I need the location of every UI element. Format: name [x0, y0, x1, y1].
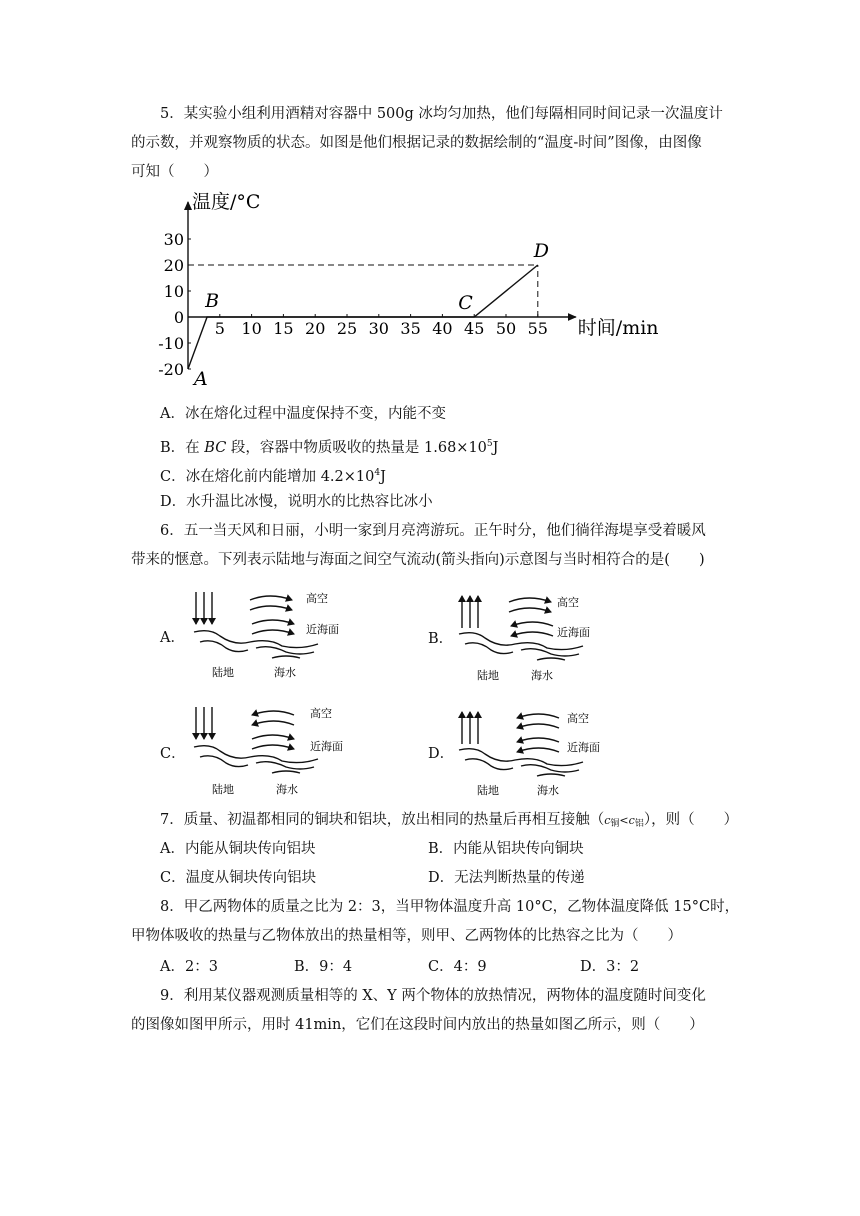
q5-line-3: 可知（ ）	[131, 164, 218, 180]
sea-label: 海水	[537, 784, 559, 797]
q8-option-d: D．3：2	[580, 959, 640, 975]
land-label: 陆地	[212, 783, 234, 796]
q8-option-b: B．9：4	[294, 959, 353, 975]
c-symbol: c	[628, 814, 635, 827]
x-tick-label: 50	[495, 319, 517, 338]
x-axis-label: 时间/min	[577, 317, 659, 339]
x-tick-label: 20	[305, 319, 326, 338]
y-tick-label: -10	[158, 334, 184, 353]
q5-option-b-post: 段，容器中物质吸收的热量是 1.68×10	[226, 440, 487, 456]
x-tick-label: 40	[432, 319, 453, 338]
q5-option-b-unit: J	[492, 440, 499, 456]
q6-option-c-label: C．	[160, 746, 186, 762]
q5-line-1: 5．某实验小组利用酒精对容器中 500g 冰均匀加热，他们每隔相同时间记录一次温度计	[160, 106, 723, 122]
q7-line-1	[160, 810, 738, 834]
q6-diagram-c	[190, 703, 350, 797]
y-tick-label: 20	[163, 256, 184, 275]
q5-option-b-exp: 5	[486, 439, 493, 449]
q5-option-c-unit: J	[380, 469, 386, 485]
x-tick-label: 35	[400, 319, 421, 338]
q5-option-c-pre: C．冰在熔化前内能增加 4.2×10	[160, 469, 375, 485]
q7-option-b: B．内能从铝块传向铜块	[428, 841, 584, 857]
x-tick-label: 55	[527, 319, 548, 338]
q7-line-1-pre: 7．质量、初温都相同的铜块和铝块，放出相同的热量后再相互接触（	[160, 812, 605, 828]
point-label-a: A	[194, 368, 208, 390]
x-tick-label: 15	[273, 319, 294, 338]
q7-line-1-post: ），则（ ）	[643, 812, 739, 828]
q5-option-b-segment: BC	[204, 440, 227, 456]
q6-diagram-d	[455, 706, 615, 798]
x-tick-label: 10	[241, 319, 262, 338]
q8-line-2: 甲物体吸收的热量与乙物体放出的热量相等，则甲、乙两物体的比热容之比为（ ）	[131, 928, 682, 944]
x-tick-label: 45	[464, 319, 485, 338]
x-tick-label: 25	[336, 319, 358, 338]
q7-option-d: D．无法判断热量的传递	[428, 870, 585, 886]
land-label: 陆地	[212, 666, 234, 679]
q8-option-c: C．4：9	[428, 959, 487, 975]
near-sea-label: 近海面	[306, 623, 339, 636]
land-label: 陆地	[477, 784, 499, 797]
point-label-d: D	[533, 240, 550, 262]
y-axis-label: 温度/°C	[192, 191, 261, 213]
q6-diagram-b	[455, 590, 615, 682]
y-tick-label: 30	[163, 230, 184, 249]
q5-option-b-pre: B．在	[160, 440, 205, 456]
q6-line-1: 6．五一当天风和日丽，小明一家到月亮湾游玩。正午时分，他们徜徉海堤享受着暖风	[160, 523, 706, 539]
q6-option-a-label: A．	[160, 630, 185, 646]
q7-option-c: C．温度从铜块传向铝块	[160, 870, 317, 886]
less-than: <	[619, 814, 629, 827]
high-air-label: 高空	[306, 592, 328, 605]
y-tick-label: -20	[158, 360, 184, 379]
q5-option-b	[160, 434, 498, 458]
q6-line-2: 带来的惬意。下列表示陆地与海面之间空气流动(箭头指向)示意图与当时相符合的是( )	[131, 552, 705, 568]
y-tick-label: 10	[163, 282, 184, 301]
q5-option-a: A．冰在熔化过程中温度保持不变，内能不变	[160, 406, 446, 422]
temperature-time-chart	[150, 190, 659, 395]
q9-line-1: 9．利用某仪器观测质量相等的 X、Y 两个物体的放热情况，两物体的温度随时间变化	[160, 988, 706, 1004]
q6-diagram-a	[190, 588, 350, 680]
q7-option-a: A．内能从铜块传向铝块	[160, 841, 316, 857]
sea-label: 海水	[274, 666, 296, 679]
sea-label: 海水	[276, 783, 298, 796]
q6-option-b-label: B．	[428, 631, 454, 647]
q8-option-a: A．2：3	[160, 959, 218, 975]
high-air-label: 高空	[557, 596, 579, 609]
x-tick-label: 5	[214, 319, 225, 338]
land-label: 陆地	[477, 669, 499, 682]
sea-label: 海水	[531, 669, 553, 682]
high-air-label: 高空	[567, 712, 589, 725]
point-label-b: B	[205, 290, 220, 312]
q5-option-c	[160, 463, 386, 487]
near-sea-label: 近海面	[567, 741, 600, 754]
q6-option-d-label: D．	[428, 746, 455, 762]
q9-line-2: 的图像如图甲所示，用时 41min，它们在这段时间内放出的热量如图乙所示，则（ ）	[131, 1017, 704, 1033]
q5-option-d: D．水升温比冰慢，说明水的比热容比冰小	[160, 494, 433, 510]
c-aluminum-sub: 铝	[634, 819, 644, 829]
x-tick-label: 30	[368, 319, 389, 338]
high-air-label: 高空	[310, 707, 332, 720]
near-sea-label: 近海面	[310, 740, 343, 753]
point-label-c: C	[458, 292, 473, 314]
q8-line-1: 8．甲乙两物体的质量之比为 2：3，当甲物体温度升高 10°C，乙物体温度降低 15°C时，	[160, 899, 740, 915]
q5-line-2: 的示数，并观察物质的状态。如图是他们根据记录的数据绘制的“温度-时间”图像，由图像	[131, 135, 702, 151]
q5-option-c-exp: 4	[374, 468, 381, 478]
c-copper-sub: 铜	[610, 819, 620, 829]
near-sea-label: 近海面	[557, 626, 590, 639]
y-tick-label: 0	[173, 308, 184, 327]
c-symbol: c	[604, 814, 611, 827]
